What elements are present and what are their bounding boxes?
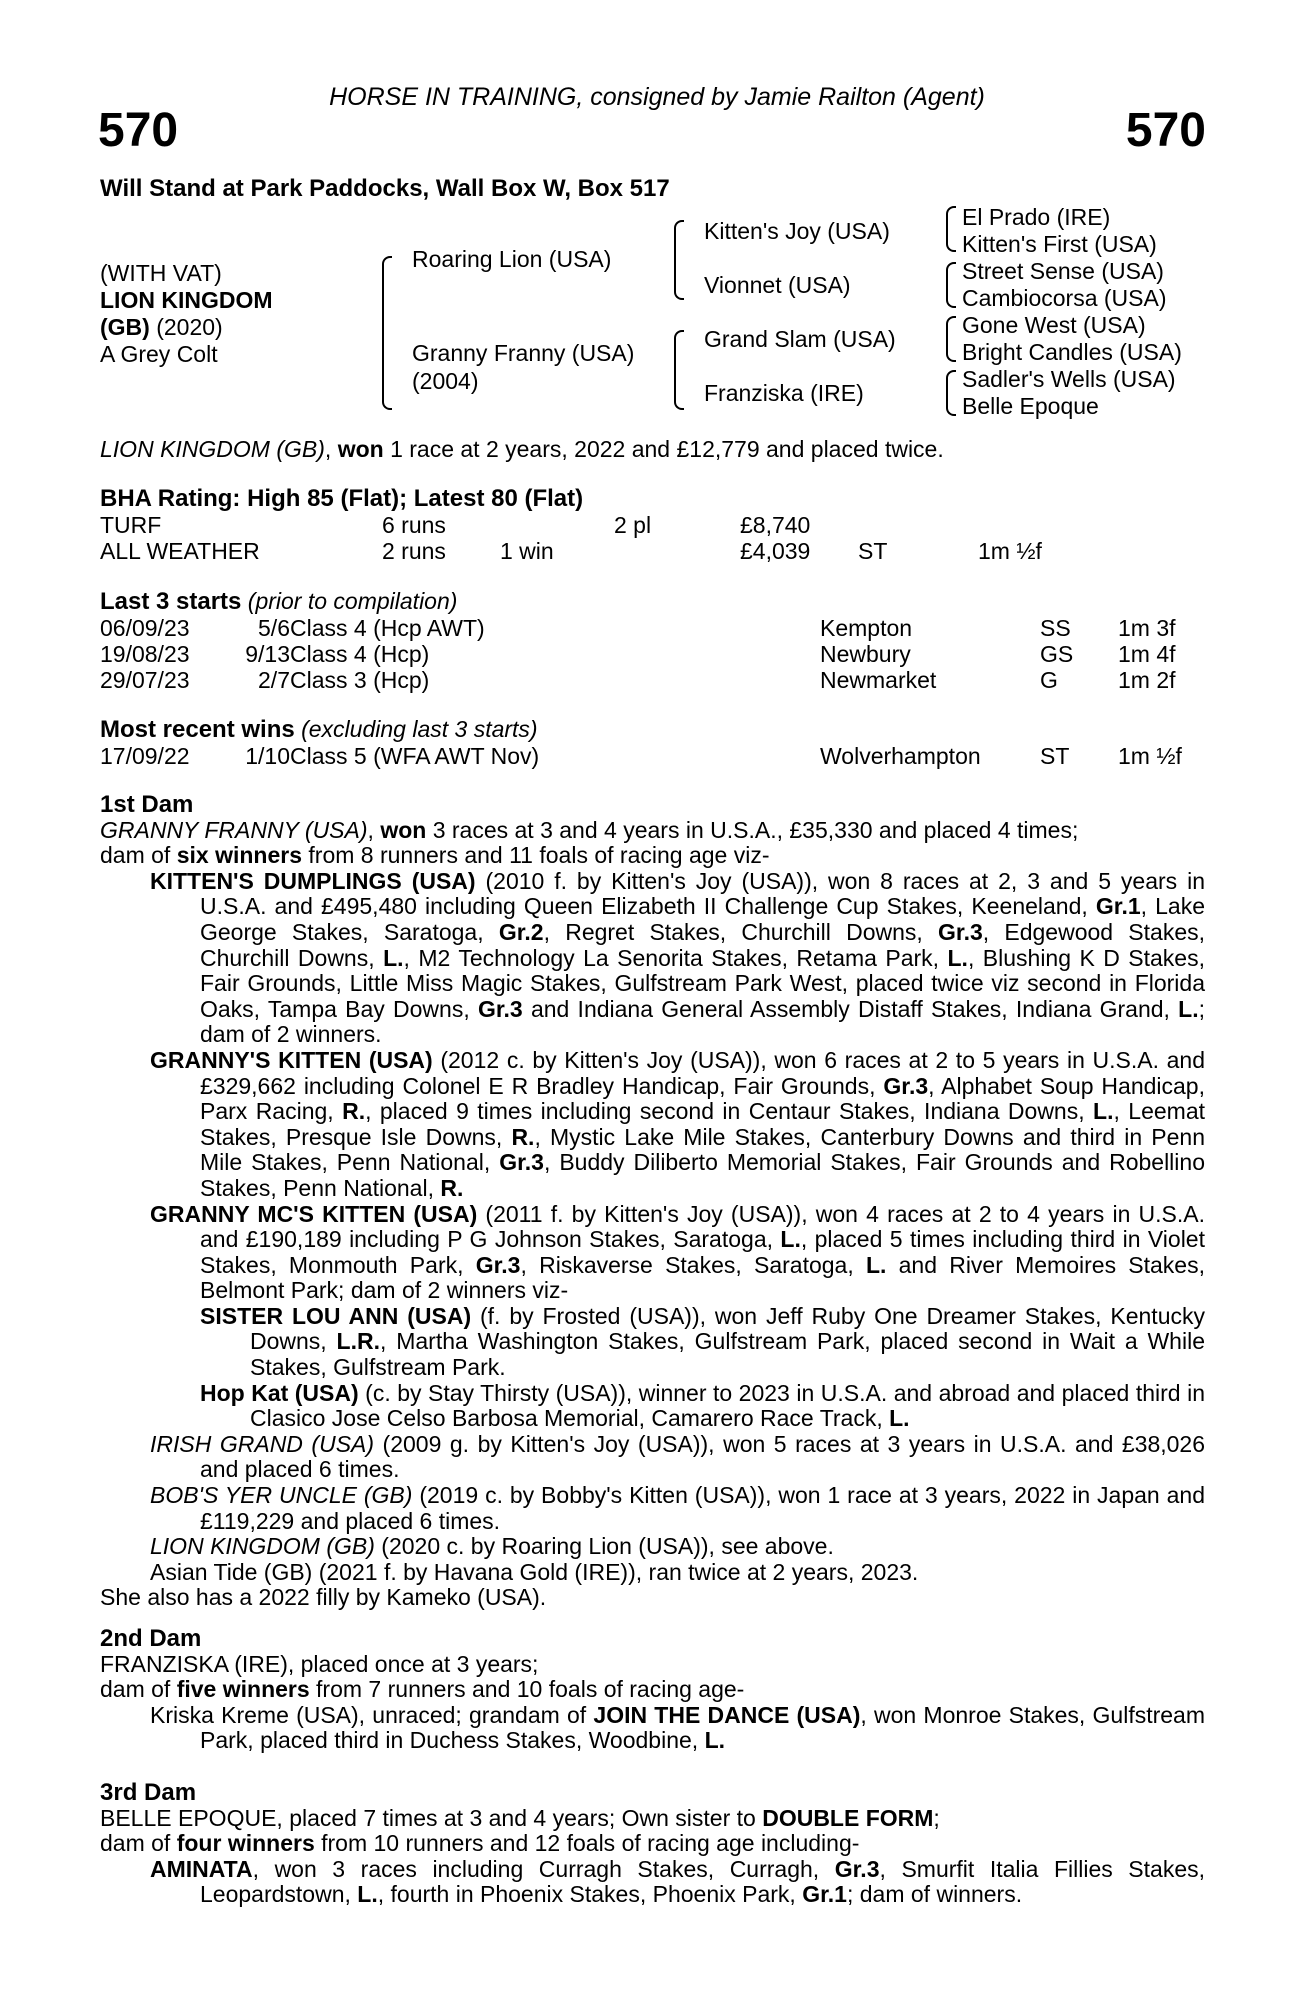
start-race: Class 4 (Hcp) [290, 641, 430, 667]
race-summary: LION KINGDOM (GB), won 1 race at 2 years, 2022 and £12,779 and placed twice. [100, 436, 944, 462]
progeny-text: , won Monroe Stakes, Gulfstream Park, placed third in Duchess Stakes, Woodbine, [200, 1701, 1206, 1754]
grade: Gr.3 [883, 1072, 929, 1099]
grade: Gr.1 [802, 1881, 847, 1908]
second-dam-section [100, 1626, 1205, 1754]
dam-of-prefix: dam of [100, 842, 177, 869]
list-item [100, 869, 1205, 1048]
progeny-text: , Mystic Lake Mile Stakes, Canterbury Downs and third in Penn Mile Stakes, Penn National, [200, 1123, 1205, 1176]
horse-origin: (GB) [100, 314, 150, 340]
progeny-text: , Regret Stakes, Churchill Downs, [543, 918, 938, 945]
pedigree-dsd: Bright Candles (USA) [962, 339, 1182, 365]
list-item [100, 1381, 1205, 1432]
progeny-text: Kriska Kreme (USA), unraced; grandam of [150, 1701, 594, 1728]
dam-winners-count: four winners [176, 1830, 315, 1857]
pedigree-ssd: Kitten's First (USA) [962, 231, 1157, 257]
progeny-name: GRANNY MC'S KITTEN (USA) [150, 1200, 478, 1227]
grade: L. [704, 1727, 726, 1754]
progeny-text: ; dam of winners. [846, 1881, 1023, 1908]
grade: L.R. [336, 1328, 380, 1355]
progeny-text: , Smurfit Italia Fillies Stakes, Leopardstown, [200, 1855, 1206, 1908]
grade: Gr.3 [477, 995, 523, 1022]
summary-won: won [337, 436, 384, 462]
pedigree-sire: Roaring Lion (USA) [412, 246, 612, 272]
rating-surface: ALL WEATHER [100, 538, 260, 564]
rating-prize: £8,740 [740, 512, 811, 538]
dam-name: GRANNY FRANNY (USA) [100, 816, 368, 843]
list-item [100, 1857, 1205, 1908]
pedigree-dds: Sadler's Wells (USA) [962, 366, 1176, 392]
list-item [100, 1304, 1205, 1381]
start-date: 19/08/23 [100, 641, 190, 667]
start-going: GS [1040, 641, 1074, 667]
progeny-name: LION KINGDOM (GB) [150, 1533, 375, 1560]
grade: L. [889, 1405, 910, 1432]
progeny-text: , Riskaverse Stakes, Saratoga, [520, 1251, 866, 1278]
start-race: Class 3 (Hcp) [290, 667, 430, 693]
progeny-text: , Blushing K D Stakes, Fair Grounds, Little Miss Magic Stakes, Gulfstream Park West, placed twice viz second in Florida Oaks, Tampa Bay Downs, [200, 944, 1205, 1022]
dam-of-prefix: dam of [100, 1830, 177, 1857]
progeny-text: and River Memoires Stakes, Belmont Park; dam of 2 winners viz- [200, 1251, 1205, 1304]
rating-placed: 2 pl [614, 512, 652, 538]
pedigree-brace-sd [946, 262, 956, 308]
pedigree-dam-dam: Franziska (IRE) [704, 380, 864, 406]
pedigree-brace-ds [946, 316, 956, 362]
last-starts-title: Last 3 starts [100, 588, 242, 615]
grade: Gr.2 [498, 918, 544, 945]
progeny-text: , placed 5 times including third in Violet Stakes, Monmouth Park, [200, 1226, 1205, 1278]
progeny-text: , fourth in Phoenix Stakes, Phoenix Park, [377, 1881, 803, 1908]
progeny-text: (f. by Frosted (USA)), won Jeff Ruby One Dreamer Stakes, Kentucky Downs, [250, 1302, 1205, 1355]
grade: L. [1178, 995, 1199, 1022]
recent-wins-title: Most recent wins [100, 716, 295, 743]
list-item: Asian Tide (GB) (2021 f. by Havana Gold (IRE)), ran twice at 2 years, 2023. [150, 1558, 919, 1585]
start-distance: 1m 3f [1118, 615, 1176, 641]
table-row [100, 615, 1205, 641]
recent-wins-note: (excluding last 3 starts) [294, 716, 538, 742]
grade: L. [865, 1251, 887, 1278]
vat-note: (WITH VAT) [100, 260, 222, 286]
second-dam-title: 2nd Dam [100, 1625, 202, 1652]
pedigree-dam-year: (2004) [412, 368, 479, 394]
summary-text: 1 race at 2 years, 2022 and £12,779 and placed twice. [383, 436, 944, 462]
grade: Gr.3 [834, 1855, 880, 1882]
horse-name: LION KINGDOM [100, 287, 273, 313]
table-row [100, 641, 1205, 667]
progeny-text: , placed 9 times including second in Centaur Stakes, Indiana Downs, [365, 1098, 1094, 1125]
start-going: SS [1040, 615, 1071, 641]
progeny-name: SISTER LOU ANN (USA) [200, 1302, 472, 1329]
pedigree-dam: Granny Franny (USA) [412, 340, 635, 366]
start-date: 29/07/23 [100, 667, 190, 693]
stand-location: Will Stand at Park Paddocks, Wall Box W, Box 517 [100, 175, 670, 202]
list-item [100, 1703, 1205, 1754]
start-distance: 1m 4f [1118, 641, 1176, 667]
list-item [100, 1432, 1205, 1483]
pedigree-brace-main [382, 256, 392, 410]
dam-of-text: from 8 runners and 11 foals of racing age viz- [302, 842, 770, 869]
progeny-text: , Edgewood Stakes, Churchill Downs, [200, 918, 1206, 971]
table-row [100, 667, 1205, 693]
rating-going: ST [858, 538, 888, 564]
win-course: Wolverhampton [820, 743, 981, 769]
horse-description: A Grey Colt [100, 341, 218, 367]
win-date: 17/09/22 [100, 743, 190, 769]
progeny-text: , Buddy Diliberto Memorial Stakes, Fair Grounds and Robellino Stakes, Penn National, [200, 1149, 1205, 1201]
progeny-name: KITTEN'S DUMPLINGS (USA) [150, 867, 476, 894]
dam-won: won [380, 816, 427, 843]
rating-runs: 6 runs [382, 512, 446, 538]
start-course: Kempton [820, 615, 913, 641]
grade: L. [780, 1226, 801, 1253]
first-dam-title: 1st Dam [100, 791, 194, 818]
grade: Gr.3 [938, 918, 983, 945]
progeny-text: ; dam of 2 winners. [200, 995, 1205, 1048]
recent-wins-section [100, 716, 1205, 769]
start-position: 2/7 [258, 667, 290, 693]
grade: Gr.1 [1095, 893, 1141, 920]
progeny-name: AMINATA [150, 1855, 253, 1882]
sibling-name: DOUBLE FORM [762, 1804, 934, 1831]
pedigree-sire-sire: Kitten's Joy (USA) [704, 218, 890, 244]
progeny-name: Hop Kat (USA) [200, 1379, 359, 1406]
win-distance: 1m ½f [1118, 743, 1182, 769]
win-position: 1/10 [245, 743, 290, 769]
summary-horse-name: LION KINGDOM (GB) [100, 436, 325, 462]
start-position: 5/6 [258, 615, 290, 641]
grade: Gr.3 [499, 1149, 544, 1176]
rating-runs: 2 runs [382, 538, 446, 564]
rating-surface: TURF [100, 512, 162, 538]
progeny-name: BOB'S YER UNCLE (GB) [150, 1482, 413, 1509]
pedigree-dss: Gone West (USA) [962, 312, 1146, 338]
rating-row [100, 538, 1205, 564]
start-distance: 1m 2f [1118, 667, 1176, 693]
progeny-name: GRANNY'S KITTEN (USA) [150, 1046, 433, 1073]
last-starts-section [100, 588, 1205, 693]
grade: Gr.3 [475, 1251, 521, 1278]
list-item [100, 1202, 1205, 1304]
grade: L. [357, 1881, 378, 1908]
win-going: ST [1040, 743, 1070, 769]
list-item [100, 1483, 1205, 1534]
third-dam-section [100, 1780, 1205, 1908]
horse-identity [100, 260, 273, 368]
third-dam-title: 3rd Dam [100, 1779, 197, 1806]
dam-winners-count: six winners [176, 842, 302, 869]
dam-record: 3 races at 3 and 4 years in U.S.A., £35,330 and placed 4 times; [426, 816, 1079, 843]
pedigree-sdd: Cambiocorsa (USA) [962, 285, 1167, 311]
pedigree-sire-dam: Vionnet (USA) [704, 272, 851, 298]
second-dam-intro: FRANZISKA (IRE), placed once at 3 years; [100, 1650, 539, 1677]
list-item [100, 1048, 1205, 1202]
dam-of-text: from 7 runners and 10 foals of racing age- [309, 1676, 745, 1703]
progeny-text: , won 3 races including Curragh Stakes, Curragh, [252, 1855, 835, 1882]
pedigree-ddd: Belle Epoque [962, 393, 1099, 419]
start-date: 06/09/23 [100, 615, 190, 641]
pedigree-brace-ss [946, 206, 956, 252]
progeny-text: , Martha Washington Stakes, Gulfstream Park, placed second in Wait a While Stakes, Gulfstream Park. [250, 1328, 1205, 1381]
pedigree-brace-dam [674, 330, 684, 410]
rating-prize: £4,039 [740, 538, 811, 564]
grade: R. [511, 1123, 535, 1150]
progeny-text: (2020 c. by Roaring Lion (USA)), see above. [374, 1533, 834, 1560]
grade: L. [947, 944, 968, 971]
rating-distance: 1m ½f [978, 538, 1042, 564]
grade: R. [342, 1098, 366, 1125]
grade: L. [383, 944, 404, 971]
start-course: Newbury [820, 641, 911, 667]
progeny-text: (2009 g. by Kitten's Joy (USA)), won 5 races at 3 years in U.S.A. and £38,026 and placed 6 times. [200, 1430, 1206, 1483]
pedigree-brace-dd [946, 370, 956, 416]
pedigree-sds: Street Sense (USA) [962, 258, 1164, 284]
first-dam-section: 1st Dam GRANNY FRANNY (USA), won 3 races at 3 and 4 years in U.S.A., £35,330 and placed 4 times; dam of six winners from 8 runners and 11 foals of racing age viz- KITTEN'S DUMPLINGS (USA) (2010 f. by Kitten's Joy (USA)), won 8 races at 2, 3 and 5 years in U.S.A. and £495,480 including Queen Elizabeth II Challenge Cup Stakes, Keeneland, Gr.1, Lake George Stakes, Saratoga, Gr.2, Regret Stakes, Churchill Downs, Gr.3, Edgewood Stakes, Churchill Downs, L., M2 Technology La Senorita Stakes, Retama Park, L., Blushing K D Stakes, Fair Grounds, Little Miss Magic Stakes, Gulfstream Park West, placed twice viz second in Florida Oaks, Tampa Bay Downs, Gr.3 and Indiana General Assembly Distaff Stakes, Indiana Grand, L.; dam of 2 winners. GRANNY'S KITTEN (USA) (2012 c. by Kitten's Joy (USA)), won 6 races at 2 to 5 years in U.S.A. and £329,662 including Colonel E R Bradley Handicap, Fair Grounds, Gr.3, Alphabet Soup Handicap, Parx Racing, R., placed 9 times including second in Centaur Stakes, Indiana Downs, L., Leemat Stakes, Presque Isle Downs, R., Mystic Lake Mile Stakes, Canterbury Downs and third in Penn Mile Stakes, Penn National, Gr.3, Buddy Diliberto Memorial Stakes, Fair Grounds and Robellino Stakes, Penn National, R. GRANNY MC'S KITTEN (USA) (2011 f. by Kitten's Joy (USA)), won 4 races at 2 to 4 years in U.S.A. and £190,189 including P G Johnson Stakes, Saratoga, L., placed 5 times including third in Violet Stakes, Monmouth Park, Gr.3, Riskaverse Stakes, Saratoga, L. and River Memoires Stakes, Belmont Park; dam of 2 winners viz- SISTER LOU ANN (USA) (f. by Frosted (USA)), won Jeff Ruby One Dreamer Stakes, Kentucky Downs, L.R., Martha Washington Stakes, Gulfstream Park, placed second in Wait a While Stakes, Gulfstream Park. Hop Kat (USA) (c. by Stay Thirsty (USA)), winner to 2023 in U.S.A. and abroad and placed third in Clasico Jose Celso Barbosa Memorial, Camarero Race Track, L. IRISH GRAND (USA) (2009 g. by Kitten's Joy (USA)), won 5 races at 3 years in U.S.A. and £38,026 and placed 6 times. BOB'S YER UNCLE (GB) (2019 c. by Bobby's Kitten (USA)), won 1 race at 3 years, 2022 in Japan and £119,229 and placed 6 times. LION KINGDOM (GB) (2020 c. by Roaring Lion (USA)), see above. Asian Tide (GB) (2021 f. by Havana Gold (IRE)), ran twice at 2 years, 2023. She also has a 2022 filly by Kameko (USA). [100, 791, 1206, 1611]
start-going: G [1040, 667, 1058, 693]
grade: R. [440, 1174, 464, 1201]
progeny-text: , M2 Technology La Senorita Stakes, Retama Park, [403, 944, 948, 971]
start-course: Newmarket [820, 667, 937, 693]
list-item [100, 1534, 1205, 1560]
grade: L. [1093, 1098, 1114, 1125]
rating-wins: 1 win [500, 538, 554, 564]
rating-row [100, 512, 1205, 538]
progeny-text: (2012 c. by Kitten's Joy (USA)), won 6 races at 2 to 5 years in U.S.A. and £329,662 including Colonel E R Bradley Handicap, Fair Grounds, [200, 1046, 1205, 1099]
progeny-name: IRISH GRAND (USA) [150, 1430, 375, 1457]
horse-year: (2020) [149, 314, 223, 340]
consignment-line: HORSE IN TRAINING, consigned by Jamie Railton (Agent) [329, 83, 985, 111]
third-dam-intro: BELLE EPOQUE, placed 7 times at 3 and 4 years; Own sister to [100, 1804, 763, 1831]
dam-of-text: from 10 runners and 12 foals of racing age including- [314, 1830, 860, 1857]
progeny-text: , Alphabet Soup Handicap, Parx Racing, [200, 1072, 1205, 1125]
dam-of-prefix: dam of [100, 1676, 177, 1703]
start-race: Class 4 (Hcp AWT) [290, 615, 485, 641]
start-position: 9/13 [245, 641, 290, 667]
progeny-text: , Leemat Stakes, Presque Isle Downs, [200, 1098, 1205, 1150]
pedigree-brace-sire [674, 220, 684, 300]
progeny-text: (2019 c. by Bobby's Kitten (USA)), won 1 race at 3 years, 2022 in Japan and £119,229 and placed 6 times. [200, 1482, 1205, 1534]
table-row [100, 743, 1205, 769]
rating-section [100, 486, 1205, 564]
pedigree-dam-sire: Grand Slam (USA) [704, 326, 896, 352]
progeny-text: , Lake George Stakes, Saratoga, [200, 893, 1206, 945]
progeny-text: (2010 f. by Kitten's Joy (USA)), won 8 races at 2, 3 and 5 years in U.S.A. and £495,480 including Queen Elizabeth II Challenge Cup Stakes, Keeneland, [200, 867, 1205, 920]
rating-title: BHA Rating: High 85 (Flat); Latest 80 (Flat) [100, 485, 584, 512]
dam-winners-count: five winners [176, 1676, 310, 1703]
progeny-text: (2011 f. by Kitten's Joy (USA)), won 4 races at 2 to 4 years in U.S.A. and £190,189 including P G Johnson Stakes, Saratoga, [200, 1200, 1206, 1253]
also-note: She also has a 2022 filly by Kameko (USA). [100, 1584, 547, 1611]
third-dam-intro-end: ; [933, 1804, 940, 1831]
progeny-name: JOIN THE DANCE (USA) [593, 1701, 861, 1728]
lot-number-left: 570 [98, 104, 179, 157]
lot-number-right: 570 [1125, 104, 1206, 157]
pedigree-sss: El Prado (IRE) [962, 204, 1111, 230]
progeny-text: (c. by Stay Thirsty (USA)), winner to 2023 in U.S.A. and abroad and placed third in Clasico Jose Celso Barbosa Memorial, Camarero Race Track, [250, 1379, 1205, 1432]
progeny-text: and Indiana General Assembly Distaff Stakes, Indiana Grand, [522, 995, 1179, 1022]
win-race: Class 5 (WFA AWT Nov) [290, 743, 540, 769]
last-starts-note: (prior to compilation) [241, 588, 458, 614]
